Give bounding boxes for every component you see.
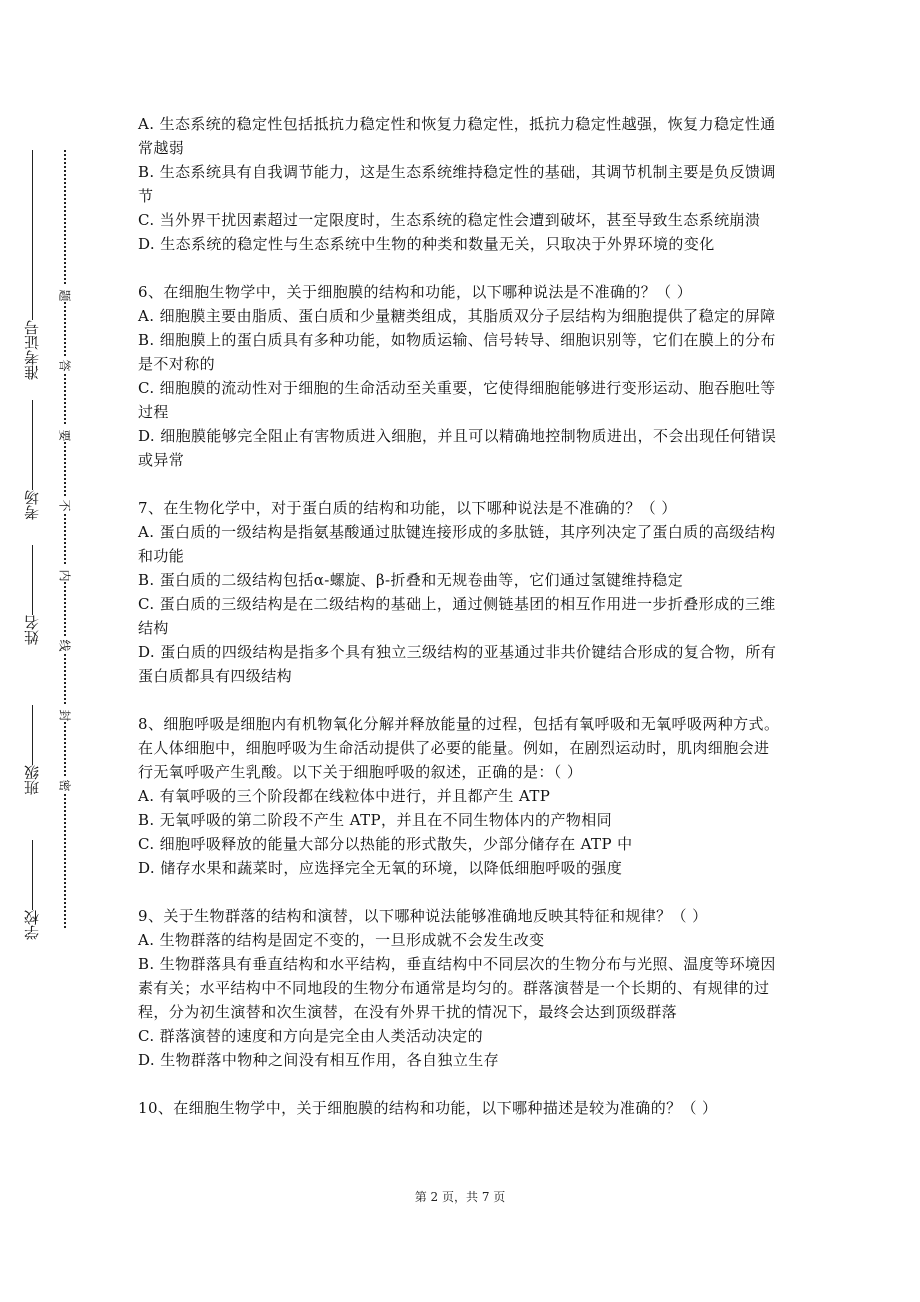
option-a: A. 生态系统的稳定性包括抵抗力稳定性和恢复力稳定性，抵抗力稳定性越强，恢复力稳定性通常越弱: [138, 115, 776, 157]
name-underline: [32, 545, 33, 615]
exam-number-field: [14, 150, 50, 380]
name-label: 姓名: [22, 615, 41, 645]
option-b: B. 蛋白质的二级结构包括α-螺旋、β-折叠和无规卷曲等，它们通过氢键维持稳定: [138, 571, 684, 589]
page-footer: 第 2 页，共 7 页: [414, 1190, 506, 1204]
seal-char: 线: [59, 638, 71, 652]
binding-margin: [0, 0, 100, 1302]
seal-char: 密: [59, 778, 71, 792]
seal-char: 内: [59, 568, 71, 582]
option-c: C. 当外界干扰因素超过一定限度时，生态系统的稳定性会遭到破坏，甚至导致生态系统崩溃: [138, 211, 761, 229]
option-b: B. 生态系统具有自我调节能力，这是生态系统维持稳定性的基础，其调节机制主要是负反馈调节: [138, 163, 776, 205]
exam-number-underline: [32, 150, 33, 320]
option-a: A. 蛋白质的一级结构是指氨基酸通过肽键连接形成的多肽链，其序列决定了蛋白质的高级结构和功能: [138, 523, 776, 565]
seal-char: 要: [59, 428, 71, 442]
school-field: [14, 840, 50, 940]
question-stem: 10、在细胞生物学中，关于细胞膜的结构和功能，以下哪种描述是较为准确的？（ ）: [138, 1099, 718, 1117]
option-d: D. 蛋白质的四级结构是指多个具有独立三级结构的亚基通过非共价键结合形成的复合物，所有蛋白质都具有四级结构: [138, 643, 777, 685]
option-c: C. 细胞呼吸释放的能量大部分以热能的形式散失，少部分储存在 ATP 中: [138, 835, 633, 853]
exam-room-underline: [32, 400, 33, 490]
option-a: A. 生物群落的结构是固定不变的，一旦形成就不会发生改变: [138, 931, 545, 949]
option-a: A. 有氧呼吸的三个阶段都在线粒体中进行，并且都产生 ATP: [138, 787, 551, 805]
question-stem: 9、关于生物群落的结构和演替，以下哪种说法能够准确地反映其特征和规律？（ ）: [138, 907, 708, 925]
question-9: [138, 904, 784, 1072]
question-6: [138, 280, 784, 472]
exam-room-label: 考场: [22, 490, 41, 520]
question-5-continued: [138, 112, 784, 256]
option-d: D. 储存水果和蔬菜时，应选择完全无氧的环境，以降低细胞呼吸的强度: [138, 859, 623, 877]
option-d: D. 细胞膜能够完全阻止有害物质进入细胞，并且可以精确地控制物质进出，不会出现任何错误或异常: [138, 427, 777, 469]
seal-char: 不: [59, 498, 71, 512]
exam-content: [138, 112, 784, 1144]
question-stem: 7、在生物化学中，对于蛋白质的结构和功能，以下哪种说法是不准确的？（ ）: [138, 499, 677, 517]
option-b: B. 无氧呼吸的第二阶段不产生 ATP，并且在不同生物体内的产物相同: [138, 811, 613, 829]
option-b: B. 细胞膜上的蛋白质具有多种功能，如物质运输、信号转导、细胞识别等，它们在膜上的分布是不对称的: [138, 331, 776, 373]
option-c: C. 细胞膜的流动性对于细胞的生命活动至关重要，它使得细胞能够进行变形运动、胞吞胞吐等过程: [138, 379, 776, 421]
option-d: D. 生物群落中物种之间没有相互作用，各自独立生存: [138, 1051, 500, 1069]
exam-number-label: 准考证号: [22, 320, 41, 380]
question-stem: 6、在细胞生物学中，关于细胞膜的结构和功能，以下哪种说法是不准确的？（ ）: [138, 283, 693, 301]
class-label: 班级: [22, 765, 41, 795]
seal-dotted-line: [64, 150, 66, 928]
seal-char: 答: [59, 358, 71, 372]
seal-char: 封: [59, 708, 71, 722]
option-c: C. 群落演替的速度和方向是完全由人类活动决定的: [138, 1027, 484, 1045]
option-a: A. 细胞膜主要由脂质、蛋白质和少量糖类组成，其脂质双分子层结构为细胞提供了稳定的屏障: [138, 307, 776, 325]
seal-char: 题: [59, 288, 71, 302]
question-8: [138, 712, 784, 880]
question-10: [138, 1096, 784, 1120]
class-underline: [32, 705, 33, 765]
school-label: 学校: [22, 910, 41, 940]
exam-room-field: [14, 400, 50, 520]
name-field: [14, 545, 50, 645]
class-field: [14, 705, 50, 795]
question-stem: 8、细胞呼吸是细胞内有机物氧化分解并释放能量的过程，包括有氧呼吸和无氧呼吸两种方式。在人体细胞中，细胞呼吸为生命活动提供了必要的能量。例如，在剧烈运动时，肌肉细胞会进行无氧呼吸产生乳酸。以下关于细胞呼吸的叙述，正确的是：（ ）: [138, 715, 780, 781]
option-b: B. 生物群落具有垂直结构和水平结构，垂直结构中不同层次的生物分布与光照、温度等环境因素有关；水平结构中不同地段的生物分布通常是均匀的。群落演替是一个长期的、有规律的过程，分为初生演替和次生演替，在没有外界干扰的情况下，最终会达到顶级群落: [138, 955, 776, 1021]
option-c: C. 蛋白质的三级结构是在二级结构的基础上，通过侧链基团的相互作用进一步折叠形成的三维结构: [138, 595, 776, 637]
school-underline: [32, 840, 33, 910]
question-7: [138, 496, 784, 688]
option-d: D. 生态系统的稳定性与生态系统中生物的种类和数量无关，只取决于外界环境的变化: [138, 235, 715, 253]
